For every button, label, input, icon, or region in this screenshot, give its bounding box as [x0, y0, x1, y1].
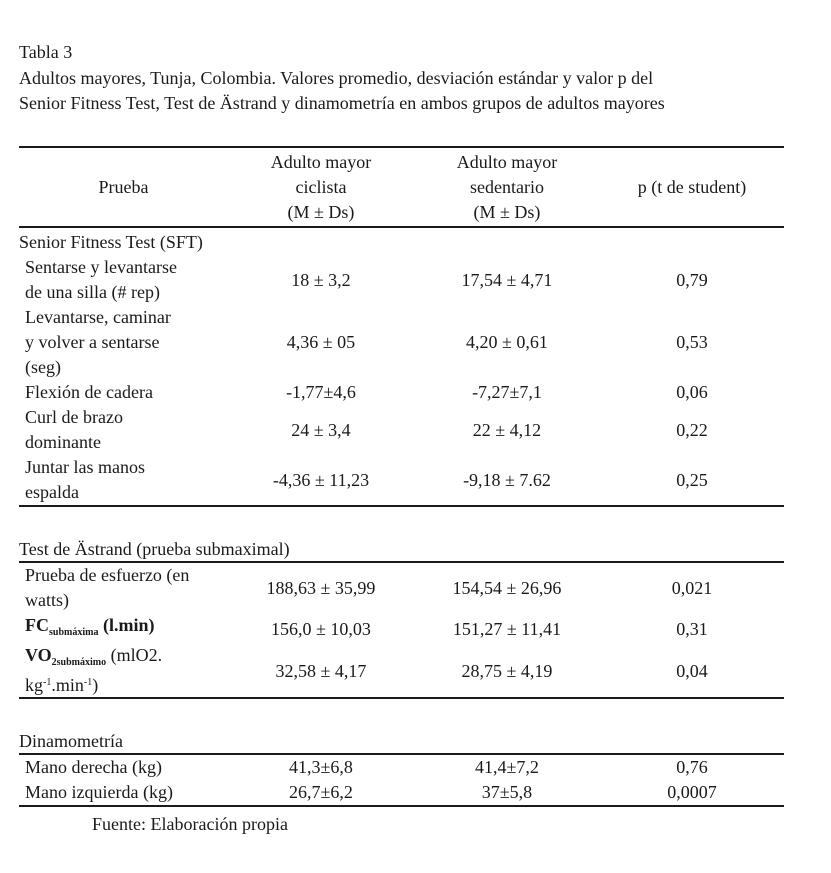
row-label: Sentarse y levantarse de una silla (# rep)	[25, 257, 177, 302]
table-source: Fuente: Elaboración propia	[92, 814, 288, 834]
row-label: Curl de brazo dominante	[25, 407, 123, 452]
value-ciclista: 4,36 ± 05	[286, 332, 356, 352]
row-label: Prueba de esfuerzo (en watts)	[19, 562, 228, 613]
row-label: Mano derecha (kg)	[19, 754, 228, 780]
value-ciclista: 18 ± 3,2	[291, 269, 351, 290]
table-row	[19, 455, 784, 506]
row-label-fc: $FC_{submáxima}$ (l.min)	[25, 615, 155, 638]
table-row	[19, 305, 784, 380]
header-p-value: p (t de student)	[600, 147, 784, 227]
value-sedentario: 37±5,8	[414, 780, 600, 806]
value-ciclista: 24 ± 3,4	[291, 419, 351, 440]
section-title: Senior Fitness Test (SFT)	[19, 227, 784, 255]
value-p: 0,06	[676, 382, 708, 402]
value-p: 0,0007	[600, 780, 784, 806]
value-ciclista: -4,36 ± 11,23	[228, 455, 414, 506]
value-p: 0,22	[676, 419, 708, 440]
value-sedentario: -9,18 ± 7.62	[414, 455, 600, 506]
table-row	[19, 405, 784, 455]
caption-line-2: Senior Fitness Test, Test de Ästrand y dinamometría en ambos grupos de adultos mayores	[19, 93, 665, 113]
section-title: Dinamometría	[19, 731, 123, 751]
value-p: 0,53	[676, 332, 708, 352]
table-row	[19, 645, 784, 698]
value-p: 0,76	[600, 754, 784, 780]
row-label: Flexión de cadera	[25, 382, 153, 402]
row-label-vo2: $VO_{2submáximo}$ (mlO2. $kg^{-1}.\min^{-1}$)	[19, 645, 228, 698]
value-p: 0,31	[676, 618, 708, 639]
section-dinamometria	[19, 698, 784, 754]
value-sedentario: 154,54 ± 26,96	[414, 562, 600, 613]
row-label: Juntar las manos espalda	[19, 455, 228, 506]
value-p: 0,021	[600, 562, 784, 613]
value-p: 0,25	[600, 455, 784, 506]
table-row	[19, 754, 784, 780]
table-caption	[19, 40, 819, 117]
value-sedentario: 17,54 ± 4,71	[461, 269, 553, 290]
value-ciclista: 188,63 ± 35,99	[228, 562, 414, 613]
header-sedentario: Adulto mayor sedentario (M ± Ds)	[414, 147, 600, 227]
value-sedentario: 28,75 ± 4,19	[414, 645, 600, 698]
value-ciclista: 156,0 ± 10,03	[271, 618, 371, 639]
section-sft	[19, 227, 784, 255]
value-sedentario: 22 ± 4,12	[472, 419, 542, 440]
value-sedentario: -7,27±7,1	[472, 382, 542, 402]
value-ciclista: 26,7±6,2	[228, 780, 414, 806]
value-sedentario: 4,20 ± 0,61	[466, 332, 548, 352]
header-prueba: Prueba	[19, 147, 228, 227]
section-astrand	[19, 506, 784, 562]
value-p: 0,04	[600, 645, 784, 698]
table-number: Tabla 3	[19, 42, 73, 62]
caption-line-1: Adultos mayores, Tunja, Colombia. Valores promedio, desviación estándar y valor p del	[19, 67, 654, 88]
row-label: Levantarse, caminar y volver a sentarse (seg)	[25, 307, 171, 377]
table-row	[19, 380, 784, 405]
results-table	[19, 146, 784, 807]
table-row	[19, 613, 784, 645]
value-p: 0,79	[676, 269, 708, 290]
header-row	[19, 147, 784, 227]
value-ciclista: -1,77±4,6	[286, 382, 356, 402]
section-title: Test de Ästrand (prueba submaximal)	[19, 539, 290, 559]
value-ciclista: 32,58 ± 4,17	[228, 645, 414, 698]
value-sedentario: 151,27 ± 11,41	[452, 618, 562, 639]
row-label: Mano izquierda (kg)	[19, 780, 228, 806]
table-row	[19, 562, 784, 613]
header-ciclista: Adulto mayor ciclista (M ± Ds)	[228, 147, 414, 227]
table-row	[19, 255, 784, 305]
value-sedentario: 41,4±7,2	[414, 754, 600, 780]
value-ciclista: 41,3±6,8	[228, 754, 414, 780]
table-row	[19, 780, 784, 806]
